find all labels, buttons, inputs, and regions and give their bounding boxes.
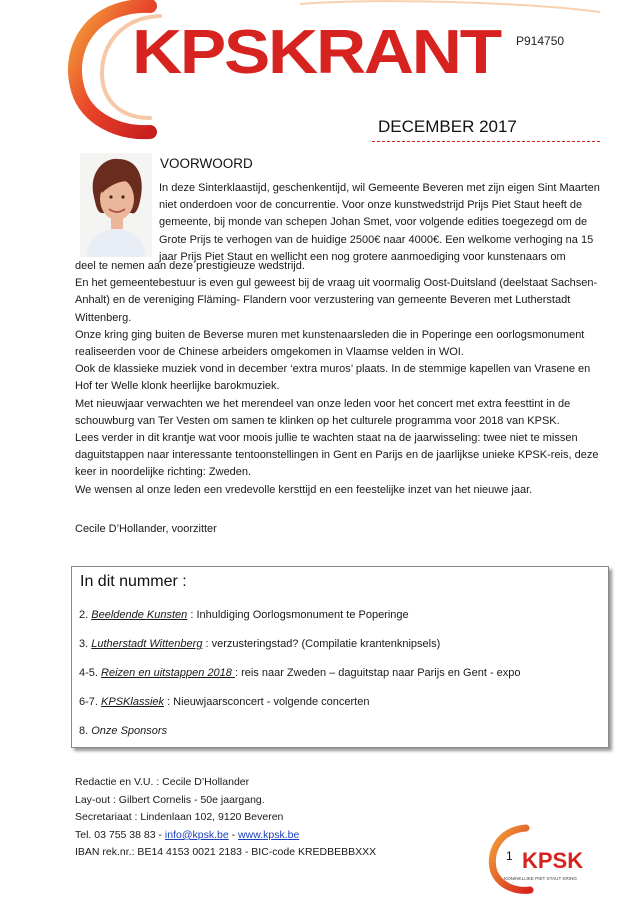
paragraph: Ook de klassieke muziek vond in december ‘extra muros’ plaats. In de stemmige kapellen van Vrasene en Hof ter Welle klonk heerlijke barokmuziek. xyxy=(75,363,591,393)
intro-paragraphs xyxy=(75,258,601,499)
intro-paragraph-wrapped xyxy=(159,180,601,266)
phone-number: Tel. 03 755 38 83 xyxy=(75,828,156,841)
date-divider xyxy=(372,141,600,142)
separator: - xyxy=(155,828,165,841)
toc-item xyxy=(79,638,440,650)
toc-item-link[interactable]: Lutherstadt Wittenberg xyxy=(91,638,203,650)
toc-item xyxy=(79,696,369,708)
logo-text: KPSK xyxy=(522,848,584,873)
toc-item-number: 4-5. xyxy=(79,667,98,679)
email-link[interactable]: info@kpsk.be xyxy=(164,828,229,841)
logo-subtitle: KONINKLIJKE PIET STAUT KRING xyxy=(504,876,578,881)
paragraph: We wensen al onze leden een vredevolle kersttijd en een feestelijke inzet van het nieuwe jaar. xyxy=(75,483,533,496)
table-of-contents xyxy=(71,566,609,748)
toc-item xyxy=(79,725,167,737)
masthead xyxy=(0,0,642,150)
colophon-line: Redactie en V.U. : Cecile D’Hollander xyxy=(75,776,250,788)
toc-item-number: 6-7. xyxy=(79,696,98,708)
toc-item-description: : verzusteringstad? (Compilatie krantenknipsels) xyxy=(202,638,441,650)
contact-line xyxy=(75,827,376,845)
toc-item xyxy=(79,667,521,679)
paragraph: Met nieuwjaar verwachten we het merendeel van onze leden voor het concert met extra feesttint in de schouwburg van Ter Vesten om samen te klinken op het culturele programma voor 2018 van KPSK. xyxy=(75,397,571,427)
toc-item-description: : reis naar Zweden – daguitstap naar Parijs en Gent - expo xyxy=(234,667,521,679)
toc-item-link[interactable]: KPSKlassiek xyxy=(101,696,165,708)
issn-number: P914750 xyxy=(516,34,565,48)
toc-item-link[interactable]: Onze Sponsors xyxy=(91,725,168,737)
toc-item-link[interactable]: Reizen en uitstappen 2018 xyxy=(101,667,235,679)
colophon-line: IBAN rek.nr.: BE14 4153 0021 2183 - BIC-code KREDBEBBXXX xyxy=(75,846,377,859)
toc-title: In dit nummer : xyxy=(80,573,187,590)
toc-item-number: 2. xyxy=(79,609,89,621)
paragraph: Onze kring ging buiten de Beverse muren met kunstenaarsleden die in Poperinge een oorlogsmonument realiseerden voor de Chinese arbeiders omgekomen in Vlaamse velden in WOI. xyxy=(75,328,585,359)
issue-date: DECEMBER 2017 xyxy=(378,117,517,136)
toc-item-link[interactable]: Beeldende Kunsten xyxy=(91,609,188,621)
kpsk-logo xyxy=(486,824,596,894)
colophon-line: Lay-out : Gilbert Cornelis - 50e jaargang. xyxy=(75,793,265,806)
section-title: VOORWOORD xyxy=(160,156,253,171)
toc-item-number: 3. xyxy=(79,638,89,650)
toc-item-description: : Nieuwjaarsconcert - volgende concerten xyxy=(164,696,370,708)
paragraph: En het gemeentebestuur is even gul geweest bij de vraag uit voormalig Oost-Duitsland (deelstaat Sachsen-Anhalt) en de vereniging Fläming- Flandern voor verzustering van gemeente Beveren met Lutherstadt Wittenberg. xyxy=(75,277,598,324)
masthead-title: KPSKRANT xyxy=(132,18,500,87)
page-number: 1 xyxy=(506,849,513,863)
toc-item xyxy=(79,609,409,621)
toc-item-description: : Inhuldiging Oorlogsmonument te Poperinge xyxy=(187,609,409,621)
colophon-line: Secretariaat : Lindenlaan 102, 9120 Beveren xyxy=(75,811,284,824)
signature: Cecile D’Hollander, voorzitter xyxy=(75,523,217,535)
toc-item-number: 8. xyxy=(79,725,89,737)
paragraph: Lees verder in dit krantje wat voor moois jullie te wachten staat na de jaarwisseling: twee niet te missen daguitstappen naar interessante tentoonstellingen in Gent en Parijs en de jaarlijkse unieke KPSK-reis, deze keer in noordelijke richting: Zweden. xyxy=(75,432,599,479)
separator: - xyxy=(228,828,239,841)
colophon xyxy=(75,774,376,862)
paragraph: deel te nemen aan deze prestigieuze wedstrijd. xyxy=(75,260,305,272)
website-link[interactable]: www.kpsk.be xyxy=(238,828,300,841)
intro-text-wrapped: In deze Sinterklaastijd, geschenkentijd, wil Gemeente Beveren met zijn eigen Sint Maarten niet onderdoen voor de concurrentie. Voor onze kunstwedstrijd Prijs Piet Staut heeft de gemeente, bij monde van schepen Johan Smet, voor volgende edities toegezegd om de Grote Prijs te verhogen van de huidige 2500€ naar 4000€. Een welkome verhoging na 15 jaar Prijs Piet Staut en wellicht een nog grotere aanmoediging voor kunstenaars om xyxy=(159,182,600,263)
portrait-photo-icon xyxy=(80,153,152,257)
